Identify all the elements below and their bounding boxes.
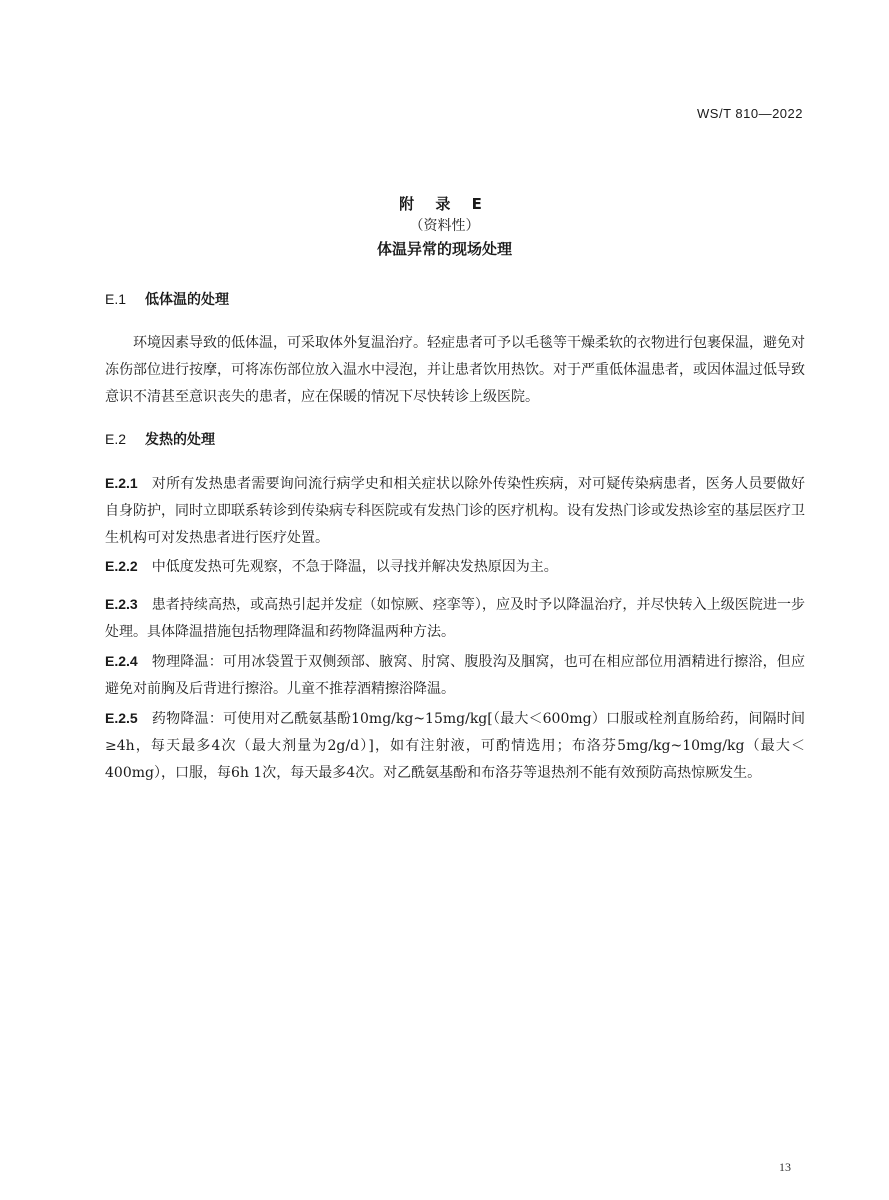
appendix-title: 附 录 E — [399, 195, 490, 213]
document-code: WS/T 810—2022 — [697, 106, 803, 121]
clause-number: E.2.1 — [105, 475, 138, 491]
appendix-type: （资料性） — [409, 218, 480, 234]
clause-text: 中低度发热可先观察，不急于降温，以寻找并解决发热原因为主。 — [151, 559, 558, 575]
section-title: 发热的处理 — [145, 432, 215, 448]
clause-e2-3 — [105, 591, 805, 646]
clause-text: 患者持续高热，或高热引起并发症（如惊厥、痉挛等），应及时予以降温治疗，并尽快转入上级医院进一步处理。具体降温措施包括物理降温和药物降温两种方法。 — [105, 597, 805, 640]
clause-number: E.2.5 — [105, 710, 138, 726]
clause-e2-5 — [105, 705, 805, 787]
appendix-subject: 体温异常的现场处理 — [376, 240, 512, 258]
section-heading-e1 — [105, 289, 229, 310]
clause-text: 物理降温：可用冰袋置于双侧颈部、腋窝、肘窝、腹股沟及腘窝，也可在相应部位用酒精进行擦浴，但应避免对前胸及后背进行擦浴。儿童不推荐酒精擦浴降温。 — [105, 654, 805, 697]
section-title: 低体温的处理 — [145, 292, 229, 308]
clause-text: 药物降温：可使用对乙酰氨基酚10mg/kg~15mg/kg[（最大＜600mg）口服或栓剂直肠给药，间隔时间≥4h，每天最多4次（最大剂量为2g/d）]，如有注射液，可酌情选用；布洛芬5mg/kg~10mg/kg（最大＜400mg），口服，每6h 1次，每天最多4次。对乙酰氨基酚和布洛芬等退热剂不能有效预防高热惊厥发生。 — [105, 711, 805, 781]
appendix-header — [0, 193, 889, 261]
clause-e2-4 — [105, 648, 805, 703]
clause-text: 对所有发热患者需要询问流行病学史和相关症状以除外传染性疾病，对可疑传染病患者，医务人员要做好自身防护，同时立即联系转诊到传染病专科医院或有发热门诊的医疗机构。设有发热门诊或发热诊室的基层医疗卫生机构可对发热患者进行医疗处置。 — [105, 476, 805, 546]
clause-number: E.2.3 — [105, 596, 138, 612]
clause-e2-2 — [105, 553, 805, 581]
clause-e2-1 — [105, 470, 805, 552]
section-heading-e2 — [105, 429, 215, 450]
clause-number: E.2.2 — [105, 558, 138, 574]
section-number: E.2 — [105, 431, 127, 447]
paragraph-e1: 环境因素导致的低体温，可采取体外复温治疗。轻症患者可予以毛毯等干燥柔软的衣物进行包裹保温，避免对冻伤部位进行按摩，可将冻伤部位放入温水中浸泡，并让患者饮用热饮。对于严重低体温患者，或因体温过低导致意识不清甚至意识丧失的患者，应在保暖的情况下尽快转诊上级医院。 — [105, 335, 805, 405]
section-number: E.1 — [105, 291, 127, 307]
clause-number: E.2.4 — [105, 653, 138, 669]
page-number: 13 — [779, 1160, 791, 1174]
